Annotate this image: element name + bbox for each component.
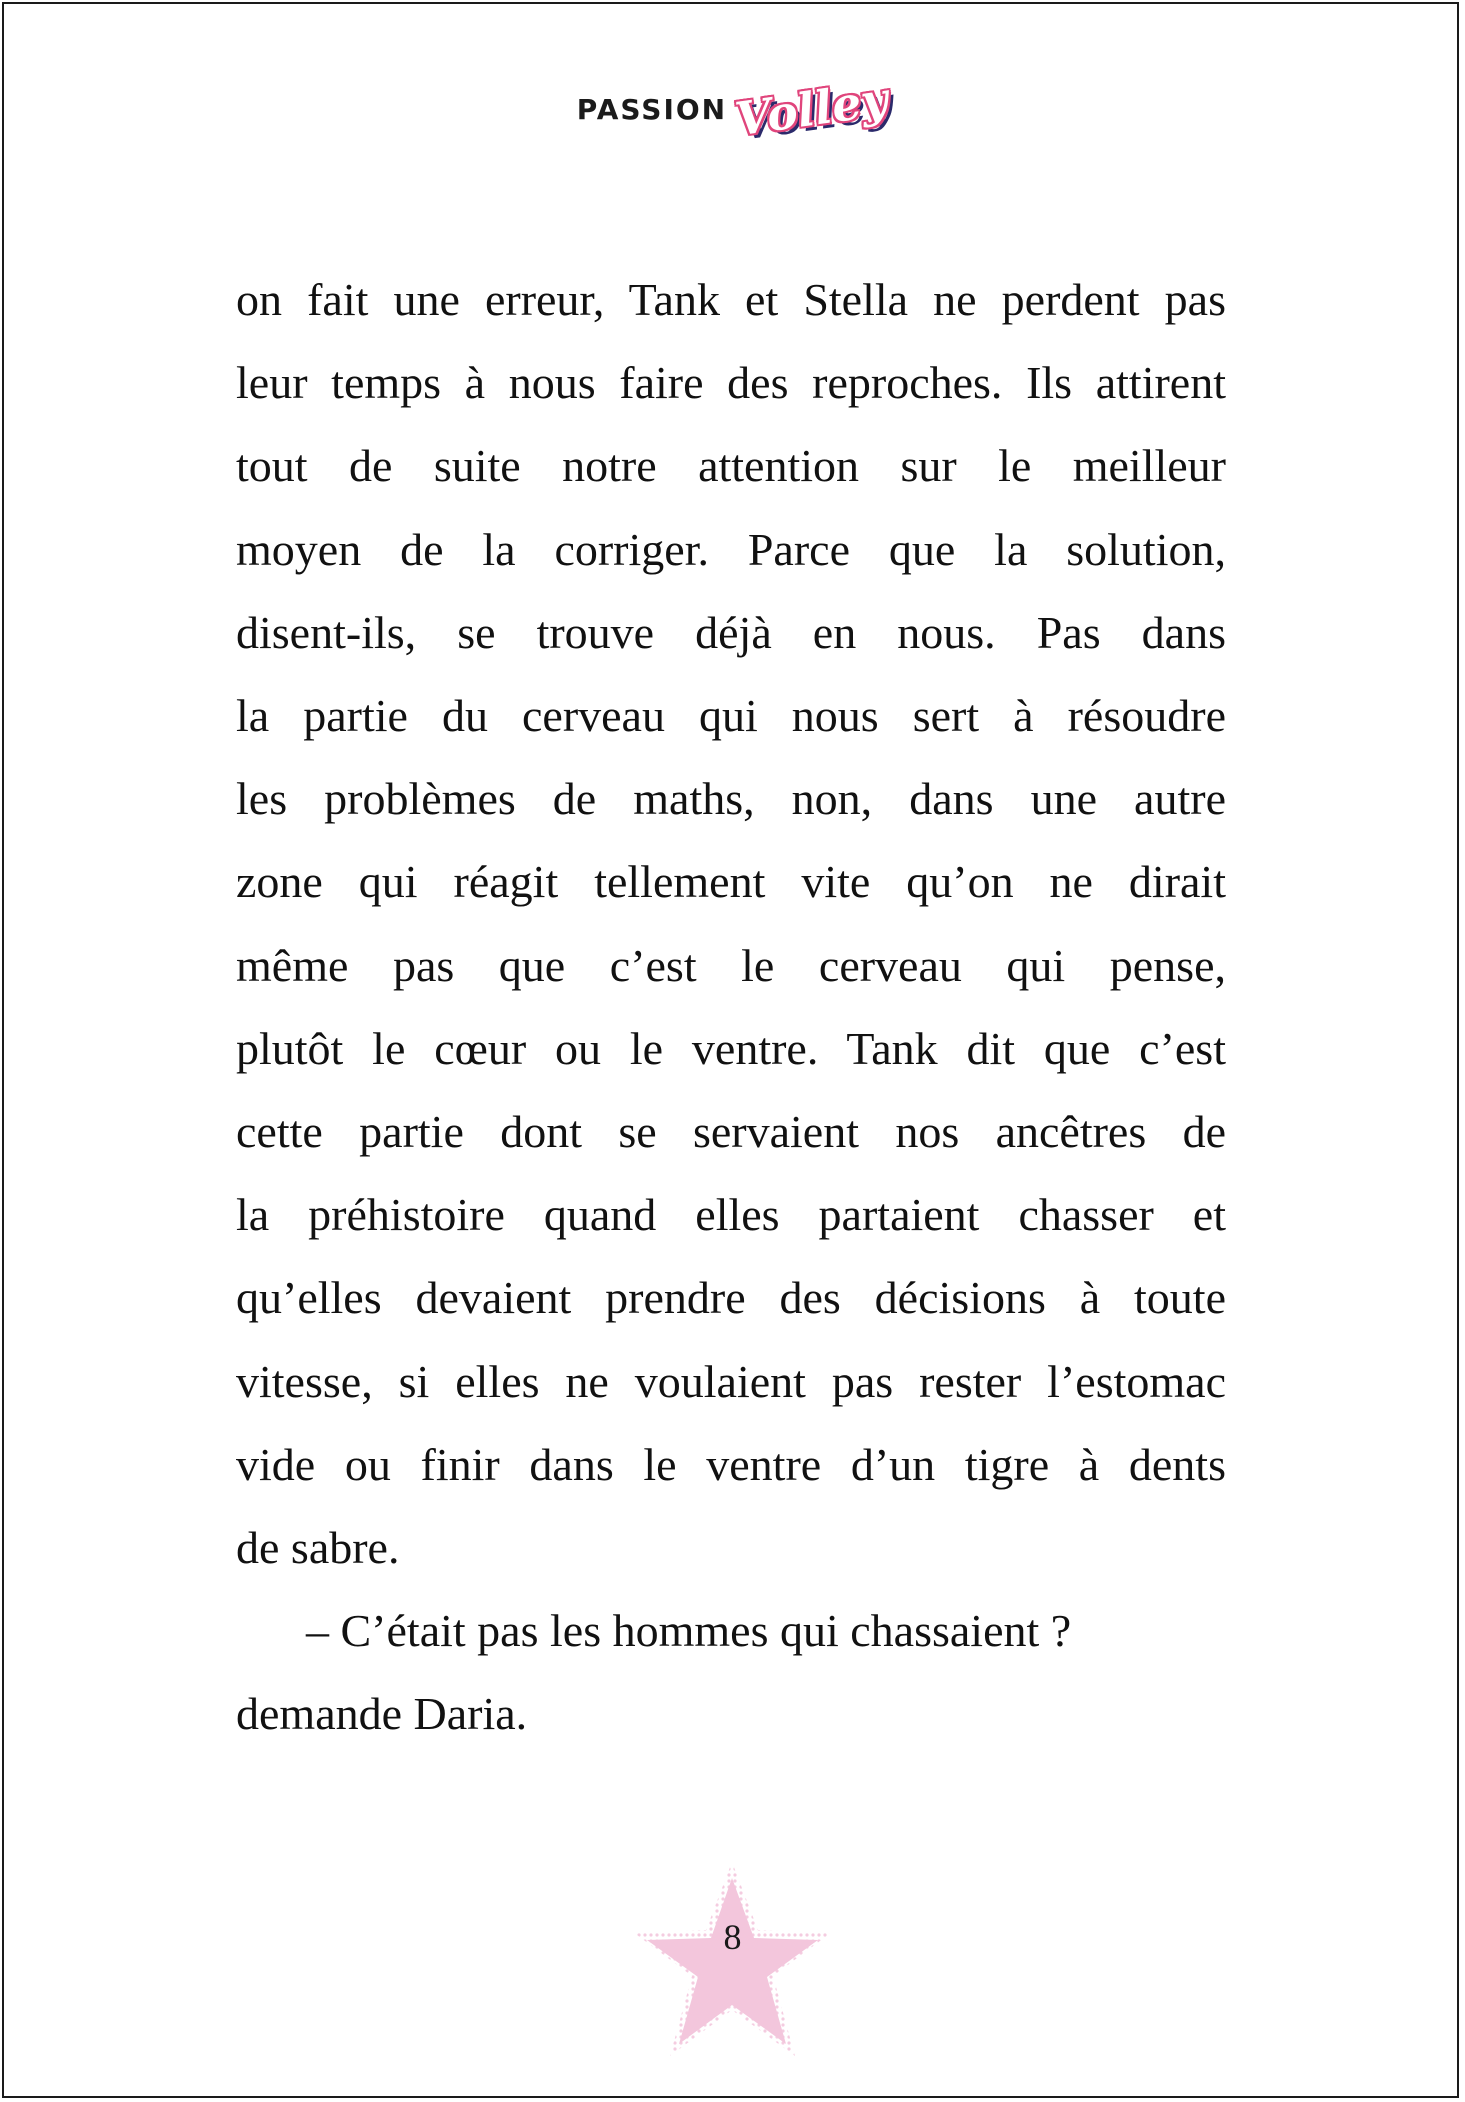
text-line: demande Daria. <box>236 1688 528 1740</box>
text-line: les problèmes de maths, non, dans une autre <box>236 773 1226 825</box>
text-line: de sabre. <box>236 1522 400 1574</box>
text-line: moyen de la corriger. Parce que la solution, <box>236 523 1226 575</box>
text-line: qu’elles devaient prendre des décisions à toute <box>236 1272 1226 1324</box>
text-line: la préhistoire quand elles partaient chasser et <box>236 1189 1226 1241</box>
text-line: cette partie dont se servaient nos ancêtres de <box>236 1106 1226 1158</box>
series-title-word: PASSION <box>576 92 728 126</box>
series-title-script: Volley <box>732 71 892 147</box>
text-line: vide ou finir dans le ventre d’un tigre à dents <box>236 1438 1226 1490</box>
text-line: on fait une erreur, Tank et Stella ne perdent pas <box>236 274 1226 325</box>
text-line: plutôt le cœur ou le ventre. Tank dit que c’est <box>236 1022 1226 1074</box>
dialogue-line: – C’était pas les hommes qui chassaient ? <box>306 1605 1072 1657</box>
text-line: leur temps à nous faire des reproches. Ils attirent <box>236 357 1226 409</box>
text-line: disent-ils, se trouve déjà en nous. Pas dans <box>236 606 1226 658</box>
text-line: zone qui réagit tellement vite qu’on ne dirait <box>236 856 1226 908</box>
page-number-star <box>630 1860 835 2060</box>
body-text <box>236 258 1226 1756</box>
star-icon <box>630 1860 835 2060</box>
running-header <box>0 71 1465 147</box>
text-line: la partie du cerveau qui nous sert à résoudre <box>236 690 1226 742</box>
page-number: 8 <box>723 1917 742 1957</box>
text-line: vitesse, si elles ne voulaient pas rester l’estomac <box>236 1355 1226 1407</box>
text-line: tout de suite notre attention sur le meilleur <box>236 440 1226 492</box>
text-line: même pas que c’est le cerveau qui pense, <box>236 939 1226 991</box>
